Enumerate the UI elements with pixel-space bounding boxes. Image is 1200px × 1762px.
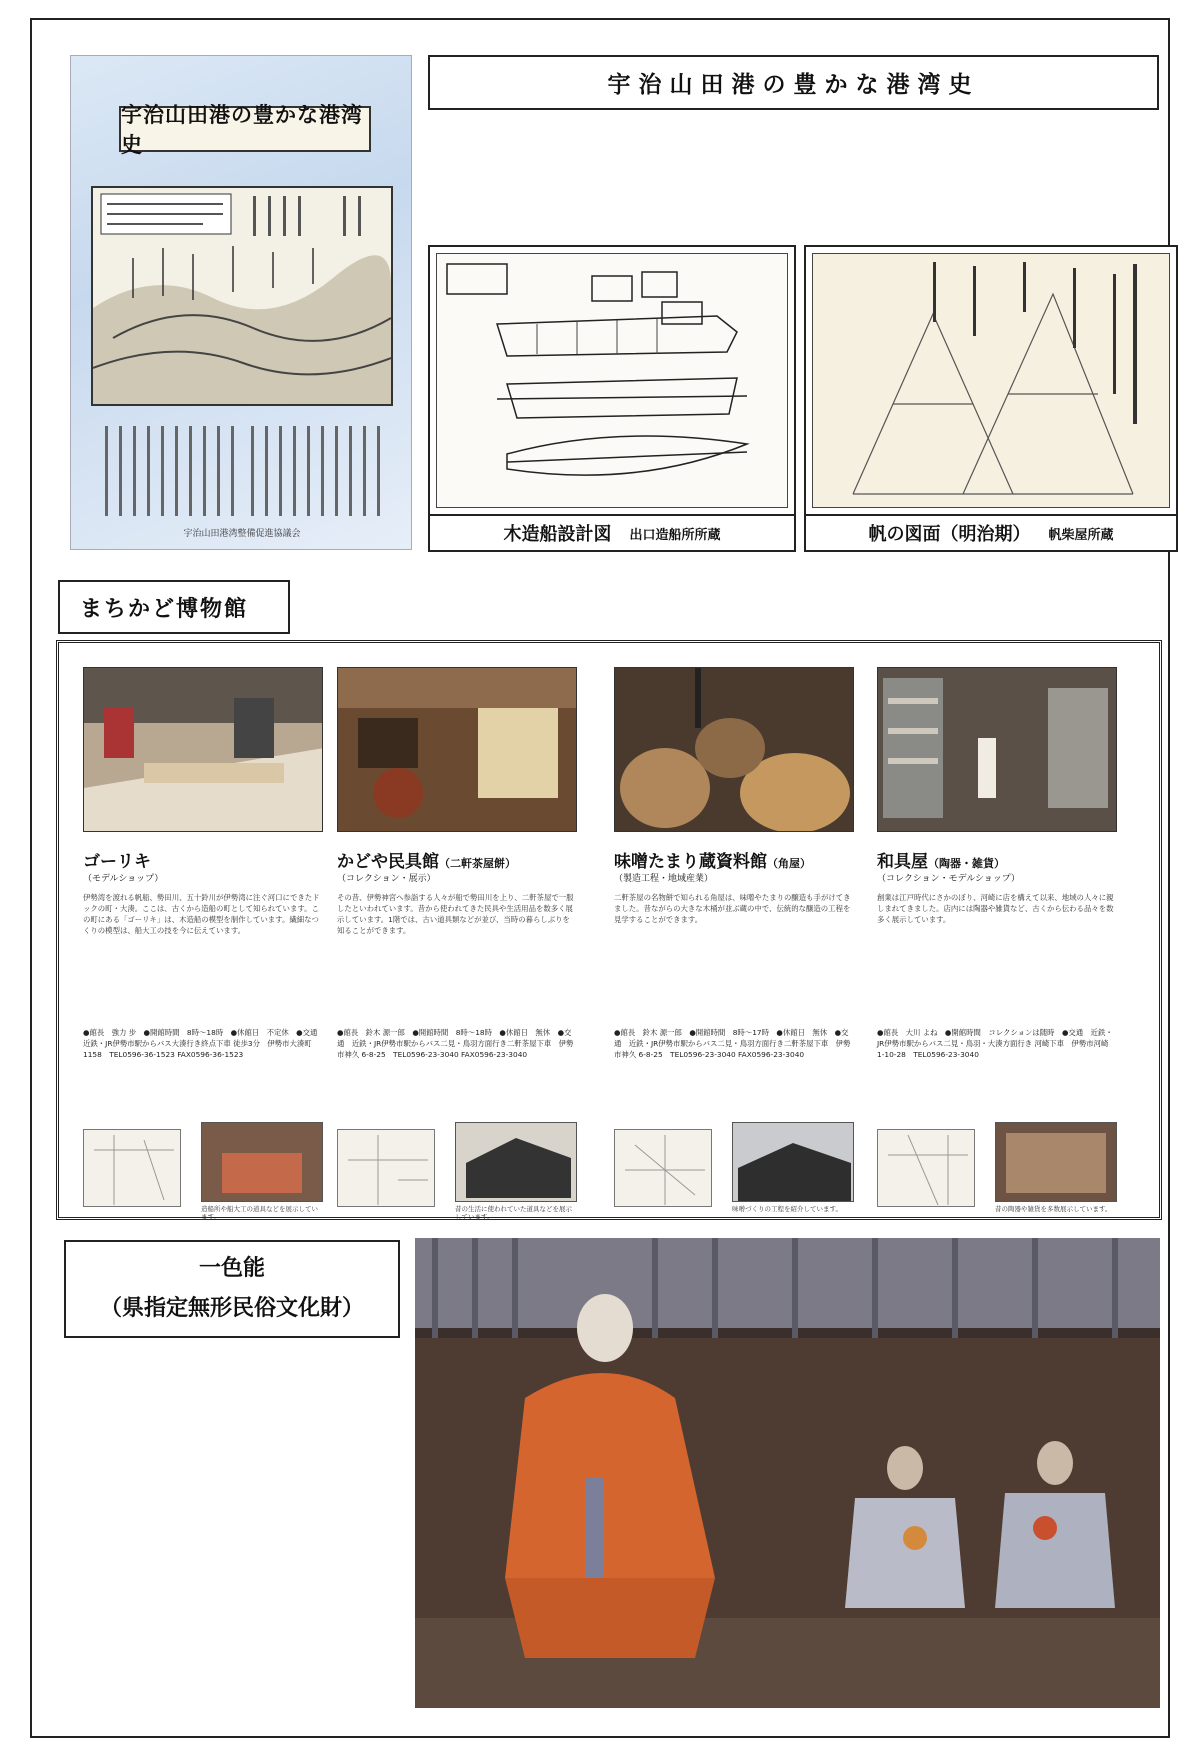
museum-name-goriki: ゴーリキ (83, 852, 151, 872)
ship-design-figure (428, 245, 796, 552)
museum-card-waguya (877, 667, 1122, 1213)
museum-thumb-kadoya (455, 1122, 577, 1202)
museum-thumb-caption-waguya: 昔の陶器や雑貨を多数展示しています。 (995, 1205, 1112, 1213)
workshop-photo (84, 668, 323, 832)
thumb-photo (202, 1123, 323, 1202)
ship-design-drawing (436, 253, 788, 508)
museum-photo-kadoya (337, 667, 577, 832)
museum-thumb-miso (732, 1122, 854, 1202)
poster-footer: 宇治山田港湾整備促進協議会 (183, 529, 301, 539)
thumb-photo (733, 1123, 854, 1202)
museum-thumb-caption-kadoya: 昔の生活に使われていた道具などを展示しています。 (455, 1205, 572, 1221)
poster-text-lines (101, 426, 383, 521)
harbor-map-svg (93, 188, 391, 404)
map-sketch (878, 1130, 976, 1208)
museum-name-kadoya: かどや民具館（二軒茶屋餅） (337, 852, 516, 872)
museum-category-kadoya: （コレクション・展示） (337, 874, 436, 884)
noh-performance-svg (415, 1238, 1160, 1708)
museum-name-miso: 味噌たまり蔵資料館（角屋） (614, 852, 811, 872)
sail-drawing-caption-title: 帆の図面（明治期） (868, 524, 1031, 545)
museum-card-goriki (83, 667, 328, 1221)
poster-title: 宇治山田港の豊かな港湾史 (119, 106, 371, 152)
museum-map-miso (614, 1129, 712, 1207)
museum-photo-miso (614, 667, 854, 832)
tools-photo (338, 668, 577, 832)
harbor-map-illustration (91, 186, 393, 406)
map-sketch (84, 1130, 182, 1208)
noh-title: 一色能 (198, 1256, 265, 1281)
museum-photo-waguya (877, 667, 1117, 832)
museum-info-goriki: ●館長 強力 步 ●開館時間 8時〜18時 ●休館日 不定休 ●交通 近鉄・JR伊勢市駅からバス大湊行き終点下車 徒歩3分 伊勢市大湊町1158 TEL0596-36-1523 FAX0596-36-1523 (83, 1028, 325, 1059)
museum-description-kadoya: その昔、伊勢神宮へ参詣する人々が船で勢田川を上り、二軒茶屋で一服したといわれています。昔から使われてきた民具や生活用品を数多く展示しています。1階では、古い道具類などが並び、当時の暮らしぶりを知ることができます。 (337, 893, 574, 935)
ship-design-caption-credit: 出口造船所所蔵 (629, 527, 721, 543)
museum-category-waguya: （コレクション・モデルショップ） (877, 874, 1020, 884)
shop-photo (878, 668, 1117, 832)
map-sketch (615, 1130, 713, 1208)
noh-section-label (64, 1240, 400, 1338)
museum-description-miso: 二軒茶屋の名物餅で知られる角屋は、味噌やたまりの醸造も手がけてきました。昔ながらの大きな木桶が並ぶ蔵の中で、伝統的な醸造の工程を見学することができます。 (614, 893, 851, 924)
sail-drawing-caption-credit: 帆柴屋所蔵 (1048, 527, 1114, 543)
museum-category-miso: （製造工程・地域産業） (614, 874, 714, 884)
museum-description-goriki: 伊勢湾を渡れる帆船、勢田川、五十鈴川が伊勢湾に注ぐ河口にできたドックの町・大湊。ここは、古くから造船の町として知られています。この町にある「ゴーリキ」は、木造船の模型を制作しています。繊細なつくりの模型は、船大工の技を今に伝えています。 (83, 893, 320, 935)
museum-info-kadoya: ●館長 鈴木 源一郎 ●開館時間 8時〜18時 ●休館日 無休 ●交通 近鉄・JR伊勢市駅からバス二見・鳥羽方面行き二軒茶屋下車 伊勢市神久 6-8-25 TEL0596-23-3040 FAX0596-23-3040 (337, 1028, 574, 1059)
museum-thumb-caption-goriki: 造船所や船大工の道具などを展示しています。 (201, 1205, 318, 1221)
noh-subtitle: （県指定無形民俗文化財） (99, 1296, 364, 1321)
barrels-photo (615, 668, 854, 832)
museum-thumb-caption-miso: 味噌づくりの工程を紹介しています。 (732, 1205, 842, 1213)
museum-card-kadoya (337, 667, 582, 1221)
museum-photo-goriki (83, 667, 323, 832)
sail-drawing-caption (806, 514, 1176, 550)
sail-drawing-image (812, 253, 1170, 508)
museum-section-label: まちかど博物館 (58, 580, 290, 634)
museum-card-miso (614, 667, 859, 1213)
noh-performance-photo (415, 1238, 1160, 1708)
museum-info-miso: ●館長 鈴木 源一郎 ●開館時間 8時〜17時 ●休館日 無休 ●交通 近鉄・JR伊勢市駅からバス二見・鳥羽方面行き二軒茶屋下車 伊勢市神久 6-8-25 TEL0596-23-3040 FAX0596-23-3040 (614, 1028, 851, 1059)
museum-thumb-goriki (201, 1122, 323, 1202)
sail-drawing-svg (813, 254, 1169, 507)
ship-design-caption-title: 木造船設計図 (503, 524, 612, 545)
museum-thumb-waguya (995, 1122, 1117, 1202)
map-sketch (338, 1130, 436, 1208)
museum-map-goriki (83, 1129, 181, 1207)
museum-map-waguya (877, 1129, 975, 1207)
ship-blueprint-svg (437, 254, 787, 507)
museum-list (56, 640, 1162, 1220)
page-title: 宇治山田港の豊かな港湾史 (428, 55, 1159, 110)
ship-design-caption (430, 514, 794, 550)
museum-category-goriki: （モデルショップ） (83, 874, 164, 884)
harbor-history-poster (70, 55, 412, 550)
museum-map-kadoya (337, 1129, 435, 1207)
museum-info-waguya: ●館長 大川 よね ●開館時間 コレクションは随時 ●交通 近鉄・JR伊勢市駅からバス二見・鳥羽・大湊方面行き 河崎下車 伊勢市河崎 1-10-28 TEL0596-23-3040 (877, 1028, 1113, 1059)
museum-description-waguya: 創業は江戸時代にさかのぼり、河崎に店を構えて以来、地域の人々に親しまれてきました。店内には陶器や雑貨など、古くから伝わる品々を数多く展示しています。 (877, 893, 1114, 924)
museum-name-waguya: 和具屋（陶器・雑貨） (877, 852, 1005, 872)
thumb-photo (996, 1123, 1117, 1202)
poster-text-block (101, 426, 383, 521)
thumb-photo (456, 1123, 577, 1202)
sail-drawing-figure (804, 245, 1178, 552)
